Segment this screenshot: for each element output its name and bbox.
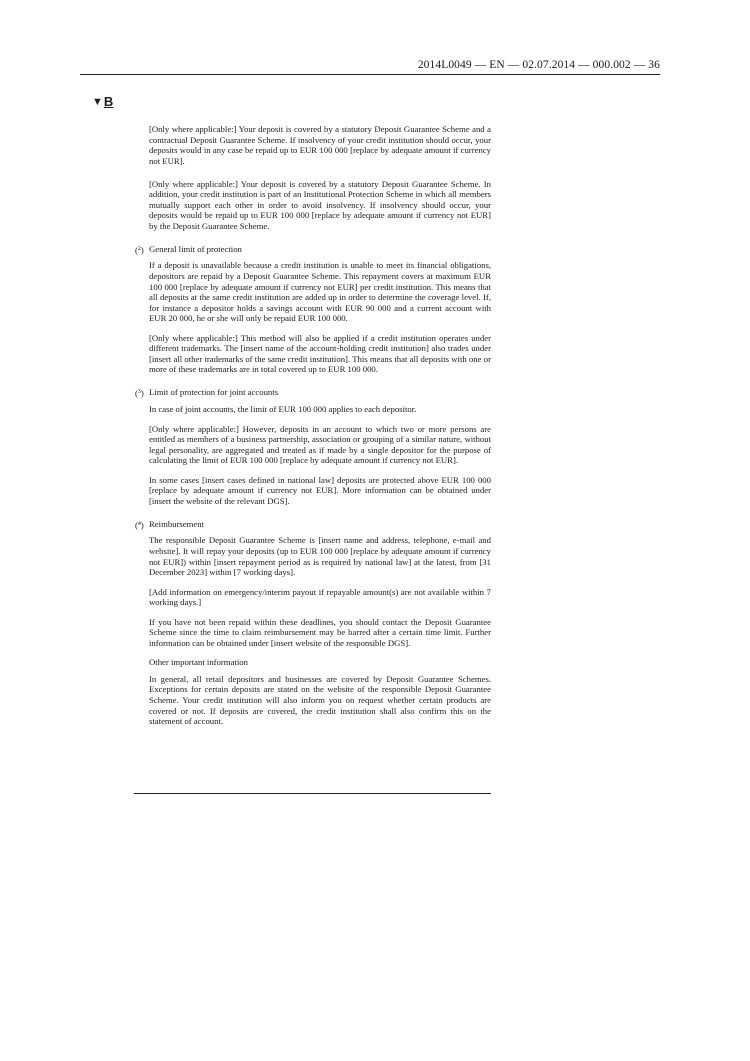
note-4-heading — [135, 518, 491, 530]
end-divider — [134, 793, 491, 794]
note-3-paragraph-3: In some cases [insert cases defined in national law] deposits are protected above EUR 100 000 [replace by adequate amount if currency not EUR]. More information can be obtained under [insert the website of the relevant DGS]. — [149, 474, 491, 506]
amendment-marker-letter: B — [103, 94, 114, 109]
note-2-number: ($^2$) — [135, 244, 144, 255]
note-4-paragraph-1: The responsible Deposit Guarantee Scheme is [insert name and address, telephone, e-mail and website]. It will repay your deposits (up to EUR 100 000 [replace by adequate amount if currency not EUR]) within [insert repayment period as is required by national law] at the latest, from [31 December 2023] within [7 working days]. — [149, 535, 491, 578]
amendment-marker — [92, 94, 113, 111]
note-3-paragraph-2: [Only where applicable:] However, deposits in an account to which two or more persons are entitled as members of a business partnership, association or grouping of a similar nature, without legal personality, are aggregated and treated as if made by a single depositor for the purpose of calculating the limit of EUR 100 000 [replace by adequate amount if currency not EUR]. — [149, 423, 491, 466]
note-2-title: General limit of protection — [149, 243, 242, 254]
note-2-paragraph-2: [Only where applicable:] This method will also be applied if a credit institution operates under different trademarks. The [insert name of the account-holding credit institution] also trades under [insert all other trademarks of the same credit institution]. This means that all deposits with one or more of these trademarks are in total covered up to EUR 100 000. — [149, 332, 491, 375]
note-4-paragraph-2: [Add information on emergency/interim payout if repayable amount(s) are not available within 7 working days.] — [149, 586, 491, 608]
note-2-heading — [135, 243, 491, 255]
note-2-paragraph-1: If a deposit is unavailable because a credit institution is unable to meet its financial obligations, depositors are repaid by a Deposit Guarantee Scheme. This repayment covers at maximum EUR 100 000 [replace by adequate amount if currency not EUR] per credit institution. This means that all deposits at the same credit institution are added up in order to determine the coverage level. If, for instance a depositor holds a savings account with EUR 90 000 and a current account with EUR 20 000, he or she will only be repaid EUR 100 000. — [149, 260, 491, 324]
note-3-title: Limit of protection for joint accounts — [149, 387, 279, 398]
page-header: 2014L0049 — EN — 02.07.2014 — 000.002 — 36 — [417, 59, 660, 71]
header-divider — [80, 74, 660, 75]
note-3-paragraph-1: In case of joint accounts, the limit of EUR 100 000 applies to each depositor. — [149, 403, 417, 414]
note-4-title: Reimbursement — [149, 518, 205, 529]
note-3-heading — [135, 387, 491, 399]
other-information-heading: Other important information — [149, 657, 248, 668]
intro-paragraph-2: [Only where applicable:] Your deposit is covered by a statutory Deposit Guarantee Scheme. In addition, your credit institution is part of an Institutional Protection Scheme in which all members mutually support each other in order to avoid insolvency. If insolvency should occur, your deposits would be repaid up to EUR 100 000 [replace by adequate amount if currency not EUR] by the Deposit Guarantee Scheme. — [149, 178, 491, 231]
triangle-down-icon: ▼ — [92, 96, 103, 108]
intro-paragraph-1: [Only where applicable:] Your deposit is covered by a statutory Deposit Guarantee Scheme and a contractual Deposit Guarantee Scheme. If insolvency of your credit institution should occur, your deposits would in any case be repaid up to EUR 100 000 [replace by adequate amount if currency not EUR]. — [149, 124, 491, 166]
note-4-paragraph-3: If you have not been repaid within these deadlines, you should contact the Deposit Guarantee Scheme since the time to claim reimbursement may be barred after a certain time limit. Further information can be obtained under [insert website of the responsible DGS]. — [149, 616, 491, 648]
note-3-number: ($^3$) — [135, 388, 144, 399]
note-4-number: ($^4$) — [135, 519, 144, 530]
document-body — [135, 124, 491, 739]
other-information-paragraph: In general, all retail depositors and businesses are covered by Deposit Guarantee Schemes. Exceptions for certain deposits are stated on the website of the responsible Deposit Guarantee Scheme. Your credit institution will also inform you on request whether certain products are covered or not. If deposits are covered, the credit institution shall also confirm this on the statement of account. — [149, 673, 491, 727]
